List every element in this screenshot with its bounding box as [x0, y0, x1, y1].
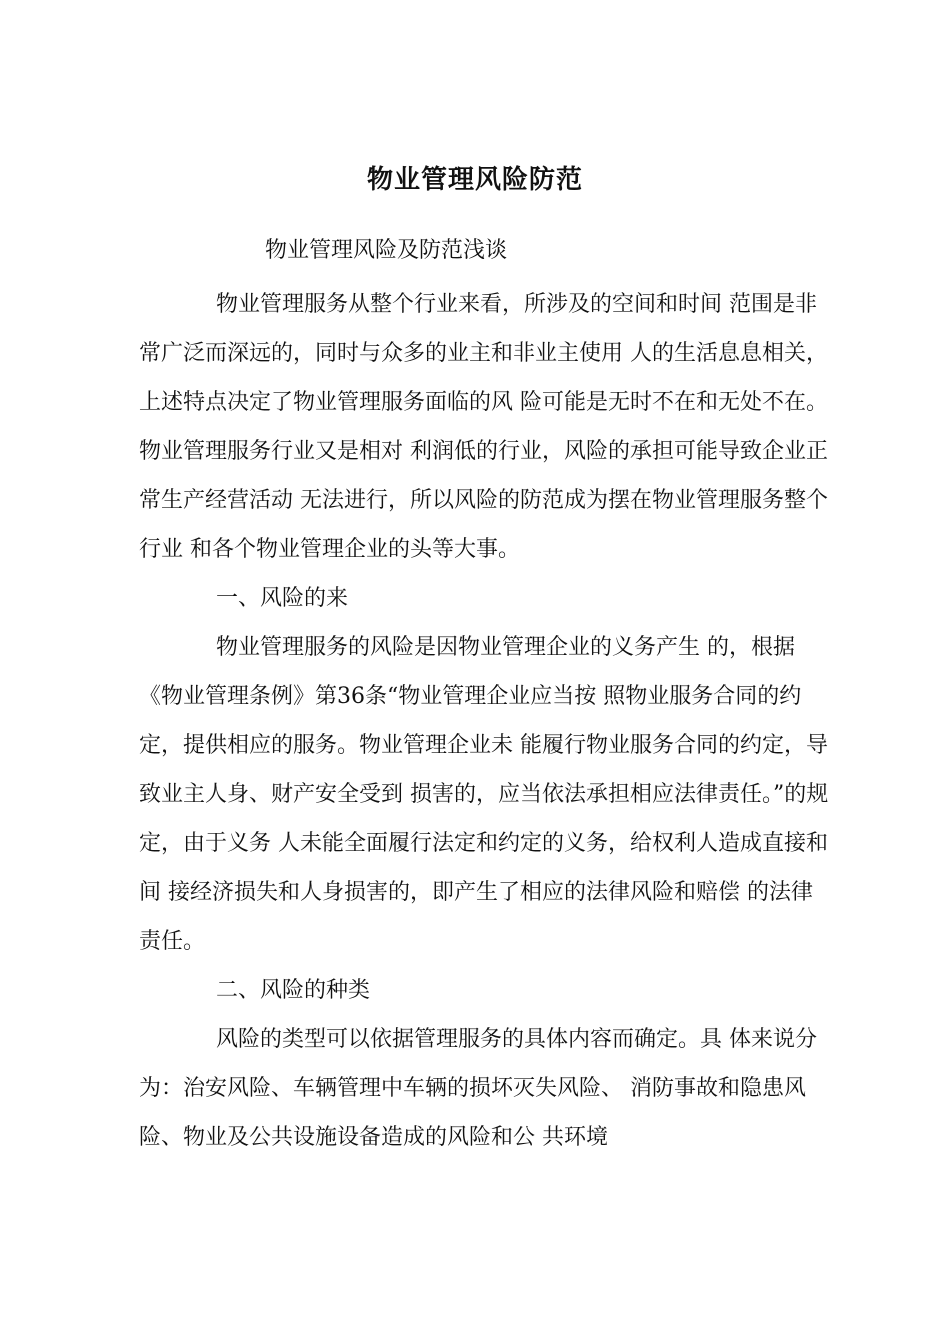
section-heading-types: 二、风险的种类 [216, 978, 371, 1003]
document-subtitle: 物业管理风险及防范浅谈 [265, 238, 508, 263]
paragraph-source: 物业管理服务的风险是因物业管理企业的义务产生 的，根据《物业管理条例》第36条“物业管理企业应当按 照物业服务合同的约定，提供相应的服务。物业管理企业未 能履行物业服务合同的约定，导致业主人身、财产安全受到 损害的，应当依法承担相应法律责任。”的规定，由于义务 人未能全面履行法定和约定的义务，给权利人造成直接和间 接经济损失和人身损害的，即产生了相应的法律风险和赔偿 的法律责任。 [139, 635, 829, 954]
document-body [139, 280, 829, 1162]
document-title: 物业管理风险防范 [366, 165, 583, 195]
section-heading-source: 一、风险的来 [216, 586, 349, 611]
paragraph-intro: 物业管理服务从整个行业来看，所涉及的空间和时间 范围是非常广泛而深远的，同时与众多的业主和非业主使用 人的生活息息相关，上述特点决定了物业管理服务面临的风 险可能是无时不在和无处不在。物业管理服务行业又是相对 利润低的行业，风险的承担可能导致企业正常生产经营活动 无法进行，所以风险的防范成为摆在物业管理服务整个行业 和各个物业管理企业的头等大事。 [139, 292, 828, 562]
paragraph-types: 风险的类型可以依据管理服务的具体内容而确定。具 体来说分为：治安风险、车辆管理中车辆的损坏灭失风险、 消防事故和隐患风险、物业及公共设施设备造成的风险和公 共环境 [139, 1027, 817, 1150]
